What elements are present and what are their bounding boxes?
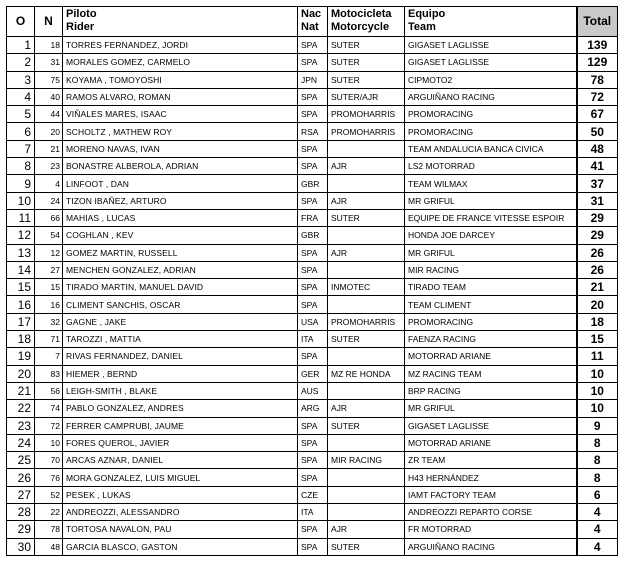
team-cell: MR GRIFUL bbox=[405, 192, 577, 209]
nationality-cell: ITA bbox=[298, 504, 328, 521]
team-cell: EQUIPE DE FRANCE VITESSE ESPOIR bbox=[405, 209, 577, 226]
table-row bbox=[7, 244, 618, 261]
motorcycle-cell bbox=[328, 486, 405, 503]
motorcycle-cell: SUTER bbox=[328, 209, 405, 226]
total-points-cell: 67 bbox=[577, 106, 618, 123]
total-points-cell: 8 bbox=[577, 452, 618, 469]
rider-name-cell: TIRADO MARTIN, MANUEL DAVID bbox=[63, 279, 298, 296]
table-row bbox=[7, 365, 618, 382]
rider-number-cell: 76 bbox=[35, 469, 63, 486]
total-points-cell: 41 bbox=[577, 158, 618, 175]
rider-number-cell: 75 bbox=[35, 71, 63, 88]
team-cell: ZR TEAM bbox=[405, 452, 577, 469]
nationality-cell: SPA bbox=[298, 521, 328, 538]
motorcycle-cell bbox=[328, 296, 405, 313]
table-row bbox=[7, 54, 618, 71]
position-cell: 10 bbox=[7, 192, 35, 209]
nationality-cell: FRA bbox=[298, 209, 328, 226]
team-cell: TEAM ANDALUCIA BANCA CIVICA bbox=[405, 140, 577, 157]
nationality-cell: CZE bbox=[298, 486, 328, 503]
position-cell: 27 bbox=[7, 486, 35, 503]
nationality-cell: SPA bbox=[298, 140, 328, 157]
position-cell: 22 bbox=[7, 400, 35, 417]
team-cell: HONDA JOE DARCEY bbox=[405, 227, 577, 244]
rider-number-cell: 56 bbox=[35, 382, 63, 399]
header-motorcycle bbox=[328, 7, 405, 37]
rider-name-cell: FERRER CAMPRUBI, JAUME bbox=[63, 417, 298, 434]
table-row bbox=[7, 175, 618, 192]
table-row bbox=[7, 434, 618, 451]
position-cell: 2 bbox=[7, 54, 35, 71]
nationality-cell: JPN bbox=[298, 71, 328, 88]
position-cell: 3 bbox=[7, 71, 35, 88]
table-row bbox=[7, 71, 618, 88]
table-row bbox=[7, 279, 618, 296]
nationality-cell: SPA bbox=[298, 106, 328, 123]
nationality-cell: SPA bbox=[298, 88, 328, 105]
header-rider-es: Piloto bbox=[66, 8, 97, 20]
team-cell: BRP RACING bbox=[405, 382, 577, 399]
position-cell: 12 bbox=[7, 227, 35, 244]
team-cell: MR GRIFUL bbox=[405, 244, 577, 261]
rider-number-cell: 78 bbox=[35, 521, 63, 538]
motorcycle-cell: AJR bbox=[328, 192, 405, 209]
rider-number-cell: 74 bbox=[35, 400, 63, 417]
rider-name-cell: BONASTRE ALBEROLA, ADRIAN bbox=[63, 158, 298, 175]
total-points-cell: 29 bbox=[577, 227, 618, 244]
team-cell: GIGASET LAGLISSE bbox=[405, 417, 577, 434]
total-points-cell: 4 bbox=[577, 504, 618, 521]
position-cell: 17 bbox=[7, 313, 35, 330]
table-row bbox=[7, 382, 618, 399]
standings-body bbox=[7, 37, 618, 556]
rider-number-cell: 66 bbox=[35, 209, 63, 226]
team-cell: MIR RACING bbox=[405, 261, 577, 278]
rider-number-cell: 83 bbox=[35, 365, 63, 382]
rider-name-cell: MORENO NAVAS, IVAN bbox=[63, 140, 298, 157]
motorcycle-cell: AJR bbox=[328, 400, 405, 417]
team-cell: FR MOTORRAD bbox=[405, 521, 577, 538]
rider-name-cell: MORALES GOMEZ, CARMELO bbox=[63, 54, 298, 71]
rider-name-cell: LINFOOT , DAN bbox=[63, 175, 298, 192]
header-nationality bbox=[298, 7, 328, 37]
position-cell: 20 bbox=[7, 365, 35, 382]
nationality-cell: SPA bbox=[298, 417, 328, 434]
nationality-cell: SPA bbox=[298, 348, 328, 365]
rider-number-cell: 7 bbox=[35, 348, 63, 365]
rider-number-cell: 27 bbox=[35, 261, 63, 278]
nationality-cell: SPA bbox=[298, 469, 328, 486]
nationality-cell: SPA bbox=[298, 261, 328, 278]
position-cell: 11 bbox=[7, 209, 35, 226]
rider-number-cell: 18 bbox=[35, 37, 63, 54]
header-team-en: Team bbox=[408, 21, 436, 33]
table-row bbox=[7, 313, 618, 330]
position-cell: 18 bbox=[7, 331, 35, 348]
rider-name-cell: RIVAS FERNANDEZ, DANIEL bbox=[63, 348, 298, 365]
position-cell: 25 bbox=[7, 452, 35, 469]
team-cell: TEAM WILMAX bbox=[405, 175, 577, 192]
rider-name-cell: HIEMER , BERND bbox=[63, 365, 298, 382]
table-row bbox=[7, 538, 618, 555]
table-row bbox=[7, 37, 618, 54]
position-cell: 28 bbox=[7, 504, 35, 521]
position-cell: 9 bbox=[7, 175, 35, 192]
nationality-cell: SPA bbox=[298, 452, 328, 469]
rider-name-cell: VIÑALES MARES, ISAAC bbox=[63, 106, 298, 123]
total-points-cell: 78 bbox=[577, 71, 618, 88]
position-cell: 29 bbox=[7, 521, 35, 538]
rider-name-cell: MAHIAS , LUCAS bbox=[63, 209, 298, 226]
total-points-cell: 31 bbox=[577, 192, 618, 209]
rider-name-cell: TORRES FERNANDEZ, JORDI bbox=[63, 37, 298, 54]
table-row bbox=[7, 521, 618, 538]
rider-number-cell: 40 bbox=[35, 88, 63, 105]
table-row bbox=[7, 452, 618, 469]
rider-number-cell: 32 bbox=[35, 313, 63, 330]
rider-name-cell: SCHOLTZ , MATHEW ROY bbox=[63, 123, 298, 140]
motorcycle-cell bbox=[328, 348, 405, 365]
nationality-cell: GER bbox=[298, 365, 328, 382]
rider-number-cell: 20 bbox=[35, 123, 63, 140]
team-cell: TIRADO TEAM bbox=[405, 279, 577, 296]
table-row bbox=[7, 348, 618, 365]
table-row bbox=[7, 504, 618, 521]
motorcycle-cell bbox=[328, 469, 405, 486]
team-cell: ARGUIÑANO RACING bbox=[405, 88, 577, 105]
total-points-cell: 29 bbox=[577, 209, 618, 226]
motorcycle-cell: SUTER bbox=[328, 538, 405, 555]
position-cell: 6 bbox=[7, 123, 35, 140]
nationality-cell: SPA bbox=[298, 296, 328, 313]
total-points-cell: 4 bbox=[577, 521, 618, 538]
total-points-cell: 37 bbox=[577, 175, 618, 192]
team-cell: ANDREOZZI REPARTO CORSE bbox=[405, 504, 577, 521]
position-cell: 13 bbox=[7, 244, 35, 261]
standings-table bbox=[6, 6, 618, 556]
total-points-cell: 139 bbox=[577, 37, 618, 54]
rider-number-cell: 52 bbox=[35, 486, 63, 503]
motorcycle-cell: SUTER bbox=[328, 417, 405, 434]
motorcycle-cell: PROMOHARRIS bbox=[328, 106, 405, 123]
nationality-cell: SPA bbox=[298, 192, 328, 209]
motorcycle-cell bbox=[328, 382, 405, 399]
header-moto-es: Motocicleta bbox=[331, 8, 392, 20]
position-cell: 19 bbox=[7, 348, 35, 365]
position-cell: 26 bbox=[7, 469, 35, 486]
total-points-cell: 8 bbox=[577, 469, 618, 486]
rider-name-cell: ARCAS AZNAR, DANIEL bbox=[63, 452, 298, 469]
rider-name-cell: PABLO GONZALEZ, ANDRES bbox=[63, 400, 298, 417]
team-cell: GIGASET LAGLISSE bbox=[405, 54, 577, 71]
motorcycle-cell bbox=[328, 175, 405, 192]
rider-number-cell: 10 bbox=[35, 434, 63, 451]
table-row bbox=[7, 209, 618, 226]
nationality-cell: USA bbox=[298, 313, 328, 330]
rider-name-cell: RAMOS ALVARO, ROMAN bbox=[63, 88, 298, 105]
table-row bbox=[7, 400, 618, 417]
motorcycle-cell bbox=[328, 140, 405, 157]
motorcycle-cell: PROMOHARRIS bbox=[328, 123, 405, 140]
rider-number-cell: 24 bbox=[35, 192, 63, 209]
position-cell: 23 bbox=[7, 417, 35, 434]
team-cell: GIGASET LAGLISSE bbox=[405, 37, 577, 54]
position-cell: 5 bbox=[7, 106, 35, 123]
total-points-cell: 72 bbox=[577, 88, 618, 105]
rider-number-cell: 72 bbox=[35, 417, 63, 434]
motorcycle-cell: SUTER/AJR bbox=[328, 88, 405, 105]
rider-number-cell: 16 bbox=[35, 296, 63, 313]
rider-name-cell: FORES QUEROL, JAVIER bbox=[63, 434, 298, 451]
team-cell: ARGUIÑANO RACING bbox=[405, 538, 577, 555]
team-cell: LS2 MOTORRAD bbox=[405, 158, 577, 175]
team-cell: FAENZA RACING bbox=[405, 331, 577, 348]
rider-name-cell: CLIMENT SANCHIS, OSCAR bbox=[63, 296, 298, 313]
rider-number-cell: 23 bbox=[35, 158, 63, 175]
rider-number-cell: 15 bbox=[35, 279, 63, 296]
nationality-cell: SPA bbox=[298, 37, 328, 54]
motorcycle-cell: MIR RACING bbox=[328, 452, 405, 469]
nationality-cell: AUS bbox=[298, 382, 328, 399]
rider-name-cell: LEIGH-SMITH , BLAKE bbox=[63, 382, 298, 399]
table-row bbox=[7, 227, 618, 244]
motorcycle-cell bbox=[328, 227, 405, 244]
table-row bbox=[7, 123, 618, 140]
rider-name-cell: TORTOSA NAVALON, PAU bbox=[63, 521, 298, 538]
total-points-cell: 20 bbox=[577, 296, 618, 313]
total-points-cell: 26 bbox=[577, 261, 618, 278]
motorcycle-cell: SUTER bbox=[328, 331, 405, 348]
position-cell: 21 bbox=[7, 382, 35, 399]
header-rider bbox=[63, 7, 298, 37]
total-points-cell: 9 bbox=[577, 417, 618, 434]
total-points-cell: 18 bbox=[577, 313, 618, 330]
team-cell: MZ RACING TEAM bbox=[405, 365, 577, 382]
total-points-cell: 10 bbox=[577, 400, 618, 417]
motorcycle-cell: SUTER bbox=[328, 37, 405, 54]
total-points-cell: 129 bbox=[577, 54, 618, 71]
header-total: Total bbox=[577, 7, 618, 37]
rider-name-cell: MORA GONZALEZ, LUIS MIGUEL bbox=[63, 469, 298, 486]
rider-name-cell: MENCHEN GONZALEZ, ADRIAN bbox=[63, 261, 298, 278]
total-points-cell: 11 bbox=[577, 348, 618, 365]
rider-number-cell: 71 bbox=[35, 331, 63, 348]
table-row bbox=[7, 140, 618, 157]
nationality-cell: SPA bbox=[298, 244, 328, 261]
position-cell: 4 bbox=[7, 88, 35, 105]
motorcycle-cell bbox=[328, 434, 405, 451]
table-row bbox=[7, 158, 618, 175]
table-row bbox=[7, 106, 618, 123]
position-cell: 7 bbox=[7, 140, 35, 157]
rider-name-cell: GOMEZ MARTIN, RUSSELL bbox=[63, 244, 298, 261]
total-points-cell: 4 bbox=[577, 538, 618, 555]
rider-number-cell: 21 bbox=[35, 140, 63, 157]
team-cell: PROMORACING bbox=[405, 123, 577, 140]
rider-number-cell: 4 bbox=[35, 175, 63, 192]
total-points-cell: 8 bbox=[577, 434, 618, 451]
table-row bbox=[7, 296, 618, 313]
rider-name-cell: TIZON IBAÑEZ, ARTURO bbox=[63, 192, 298, 209]
motorcycle-cell: PROMOHARRIS bbox=[328, 313, 405, 330]
total-points-cell: 10 bbox=[577, 382, 618, 399]
team-cell: MOTORRAD ARIANE bbox=[405, 348, 577, 365]
position-cell: 14 bbox=[7, 261, 35, 278]
total-points-cell: 50 bbox=[577, 123, 618, 140]
total-points-cell: 6 bbox=[577, 486, 618, 503]
position-cell: 24 bbox=[7, 434, 35, 451]
nationality-cell: ITA bbox=[298, 331, 328, 348]
nationality-cell: GBR bbox=[298, 227, 328, 244]
header-row bbox=[7, 7, 618, 37]
header-moto-en: Motorcycle bbox=[331, 21, 390, 33]
rider-number-cell: 48 bbox=[35, 538, 63, 555]
position-cell: 8 bbox=[7, 158, 35, 175]
rider-name-cell: GARCIA BLASCO, GASTON bbox=[63, 538, 298, 555]
motorcycle-cell bbox=[328, 504, 405, 521]
nationality-cell: RSA bbox=[298, 123, 328, 140]
total-points-cell: 10 bbox=[577, 365, 618, 382]
rider-name-cell: GAGNE , JAKE bbox=[63, 313, 298, 330]
team-cell: PROMORACING bbox=[405, 313, 577, 330]
header-position: O bbox=[7, 7, 35, 37]
rider-number-cell: 22 bbox=[35, 504, 63, 521]
motorcycle-cell: AJR bbox=[328, 158, 405, 175]
team-cell: MOTORRAD ARIANE bbox=[405, 434, 577, 451]
motorcycle-cell: SUTER bbox=[328, 71, 405, 88]
total-points-cell: 26 bbox=[577, 244, 618, 261]
rider-number-cell: 31 bbox=[35, 54, 63, 71]
nationality-cell: GBR bbox=[298, 175, 328, 192]
rider-name-cell: PESEK , LUKAS bbox=[63, 486, 298, 503]
team-cell: CIPMOTO2 bbox=[405, 71, 577, 88]
header-team bbox=[405, 7, 577, 37]
position-cell: 16 bbox=[7, 296, 35, 313]
header-rider-en: Rider bbox=[66, 21, 95, 33]
table-row bbox=[7, 261, 618, 278]
rider-name-cell: COGHLAN , KEV bbox=[63, 227, 298, 244]
motorcycle-cell bbox=[328, 261, 405, 278]
motorcycle-cell: SUTER bbox=[328, 54, 405, 71]
team-cell: H43 HERNÁNDEZ bbox=[405, 469, 577, 486]
table-row bbox=[7, 417, 618, 434]
nationality-cell: SPA bbox=[298, 54, 328, 71]
table-row bbox=[7, 192, 618, 209]
team-cell: TEAM CLIMENT bbox=[405, 296, 577, 313]
position-cell: 15 bbox=[7, 279, 35, 296]
table-row bbox=[7, 88, 618, 105]
motorcycle-cell: MZ RE HONDA bbox=[328, 365, 405, 382]
motorcycle-cell: INMOTEC bbox=[328, 279, 405, 296]
rider-name-cell: ANDREOZZI, ALESSANDRO bbox=[63, 504, 298, 521]
rider-number-cell: 44 bbox=[35, 106, 63, 123]
rider-number-cell: 70 bbox=[35, 452, 63, 469]
header-team-es: Equipo bbox=[408, 8, 446, 20]
team-cell: PROMORACING bbox=[405, 106, 577, 123]
header-nat-es: Nac bbox=[301, 8, 322, 20]
team-cell: MR GRIFUL bbox=[405, 400, 577, 417]
rider-name-cell: KOYAMA , TOMOYOSHI bbox=[63, 71, 298, 88]
motorcycle-cell: AJR bbox=[328, 521, 405, 538]
rider-number-cell: 54 bbox=[35, 227, 63, 244]
header-number: N bbox=[35, 7, 63, 37]
table-row bbox=[7, 486, 618, 503]
header-nat-en: Nat bbox=[301, 21, 319, 33]
team-cell: IAMT FACTORY TEAM bbox=[405, 486, 577, 503]
nationality-cell: ARG bbox=[298, 400, 328, 417]
nationality-cell: SPA bbox=[298, 538, 328, 555]
total-points-cell: 15 bbox=[577, 331, 618, 348]
position-cell: 1 bbox=[7, 37, 35, 54]
rider-name-cell: TAROZZI , MATTIA bbox=[63, 331, 298, 348]
table-row bbox=[7, 469, 618, 486]
nationality-cell: SPA bbox=[298, 158, 328, 175]
motorcycle-cell: AJR bbox=[328, 244, 405, 261]
total-points-cell: 21 bbox=[577, 279, 618, 296]
position-cell: 30 bbox=[7, 538, 35, 555]
rider-number-cell: 12 bbox=[35, 244, 63, 261]
nationality-cell: SPA bbox=[298, 279, 328, 296]
table-row bbox=[7, 331, 618, 348]
total-points-cell: 48 bbox=[577, 140, 618, 157]
nationality-cell: SPA bbox=[298, 434, 328, 451]
